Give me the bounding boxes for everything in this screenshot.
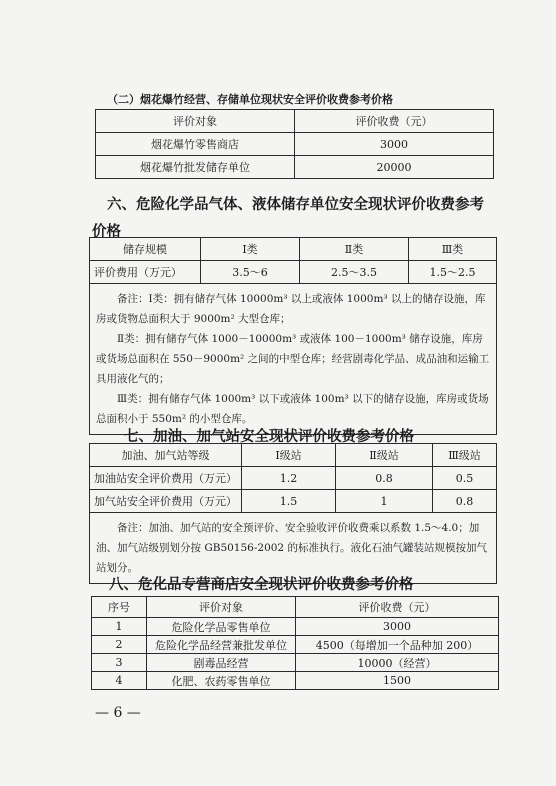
table-cell: 1 [336, 490, 433, 513]
table-cell: 20000 [295, 156, 494, 179]
table-cell: 烟花爆竹批发储存单位 [96, 156, 295, 179]
section-2-title: （二）烟花爆竹经营、存储单位现状安全评价收费参考价格 [107, 93, 393, 106]
table-cell: 4500（每增加一个品种加 200） [296, 636, 499, 654]
table-cell: 危险化学品经营兼批发单位 [147, 636, 296, 654]
header-cell: Ⅲ类 [409, 238, 497, 261]
table-header-row [92, 597, 499, 618]
section-8-table [91, 596, 499, 690]
table-row [92, 618, 499, 636]
section-7-table [89, 443, 497, 584]
table-cell: 2.5～3.5 [300, 261, 409, 284]
header-cell: 评价对象 [96, 110, 295, 133]
table-cell: 烟花爆竹零售商店 [96, 133, 295, 156]
table-row [92, 654, 499, 672]
note-row [90, 284, 497, 435]
table-row [90, 490, 497, 513]
table-header-row [96, 110, 494, 133]
table-cell: 加油站安全评价费用（万元） [90, 467, 242, 490]
table-cell: 0.5 [433, 467, 497, 490]
header-cell: Ⅲ级站 [433, 444, 497, 467]
header-cell: Ⅱ级站 [336, 444, 433, 467]
table-cell: 2 [92, 636, 147, 654]
section-6-title-line1: 六、危险化学品气体、液体储存单位安全现状评价收费参考 [107, 196, 484, 213]
note-paragraph: 备注：加油、加气站的安全预评价、安全验收评价收费乘以系数 1.5～4.0；加油、加气站级别划分按 GB50156-2002 的标准执行。液化石油气罐装站规模按加气站划分。 [96, 522, 487, 574]
note-paragraph: 备注：Ⅰ类：拥有储存气体 10000m³ 以上或液体 1000m³ 以上的储存设施，库房或货物总面积大于 9000m² 大型仓库； [96, 293, 486, 325]
table-cell: 3 [92, 654, 147, 672]
table-cell: 1.2 [242, 467, 336, 490]
header-cell: 序号 [92, 597, 147, 618]
table-cell: 1 [92, 618, 147, 636]
table-cell: 4 [92, 672, 147, 690]
header-cell: Ⅱ类 [300, 238, 409, 261]
header-cell: Ⅰ类 [201, 238, 300, 261]
table-cell: 危险化学品零售单位 [147, 618, 296, 636]
table-cell: 10000（经营） [296, 654, 499, 672]
section-6-table [89, 237, 497, 435]
header-cell: Ⅰ级站 [242, 444, 336, 467]
table-row [96, 156, 494, 179]
table-cell: 0.8 [336, 467, 433, 490]
table-cell: 3000 [295, 133, 494, 156]
table-cell: 剧毒品经营 [147, 654, 296, 672]
table-row [90, 467, 497, 490]
note-paragraph: Ⅲ类：拥有储存气体 1000m³ 以下或液体 100m³ 以下的储存设施，库房或货场总面积小于 550m² 的小型仓库。 [96, 393, 489, 425]
header-cell: 加油、加气站等级 [90, 444, 242, 467]
table-cell: 1.5～2.5 [409, 261, 497, 284]
section-7-title: 七、加油、加气站安全现状评价收费参考价格 [124, 428, 414, 445]
table-row [96, 133, 494, 156]
table-header-row [90, 238, 497, 261]
table-cell: 评价费用（万元） [90, 261, 201, 284]
note-cell [90, 284, 497, 435]
table-header-row [90, 444, 497, 467]
table-cell: 化肥、农药零售单位 [147, 672, 296, 690]
header-cell: 评价收费（元） [295, 110, 494, 133]
note-paragraph: Ⅱ类：拥有储存气体 1000－10000m³ 或液体 100－1000m³ 储存设施，库房或货场总面积在 550－9000m² 之间的中型仓库；经营剧毒化学品、成品油和运输工具用液化气的； [96, 333, 490, 385]
table-cell: 3.5～6 [201, 261, 300, 284]
page-number: — 6 — [95, 705, 141, 721]
table-cell: 1500 [296, 672, 499, 690]
table-cell: 加气站安全评价费用（万元） [90, 490, 242, 513]
table-cell: 3000 [296, 618, 499, 636]
header-cell: 储存规模 [90, 238, 201, 261]
table-row [92, 636, 499, 654]
table-cell: 1.5 [242, 490, 336, 513]
section-6-title-line2: 价格 [92, 223, 121, 240]
header-cell: 评价对象 [147, 597, 296, 618]
table-row [90, 261, 497, 284]
table-row [92, 672, 499, 690]
header-cell: 评价收费（元） [296, 597, 499, 618]
section-8-title: 八、危化品专营商店安全现状评价收费参考价格 [109, 576, 414, 593]
section-2-table [95, 109, 494, 179]
table-cell: 0.8 [433, 490, 497, 513]
